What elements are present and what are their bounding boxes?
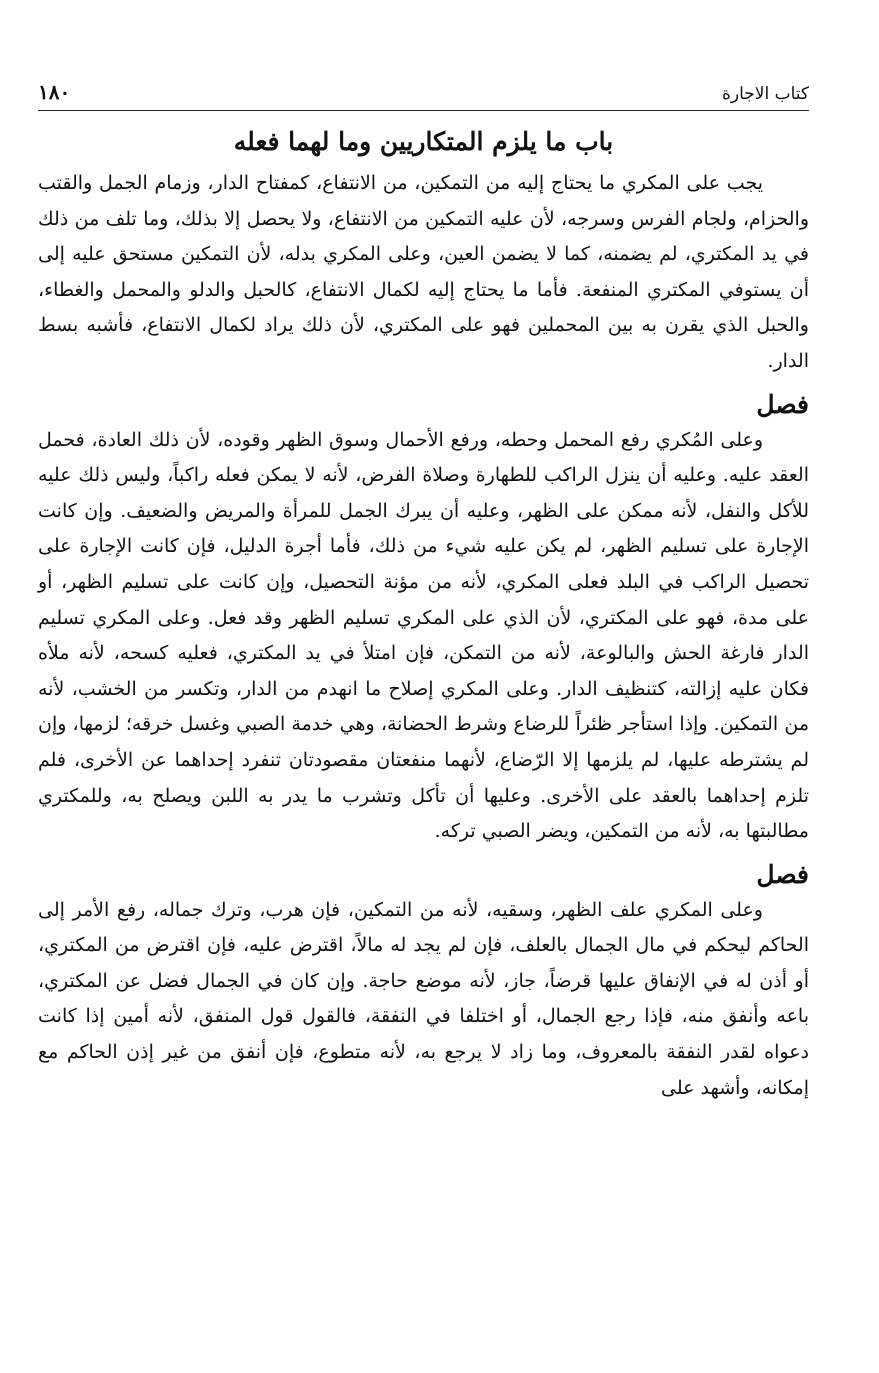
page-header xyxy=(38,72,809,104)
section-title: فصل xyxy=(756,859,809,889)
header-rule xyxy=(38,110,809,111)
running-book-title: كتاب الاجارة xyxy=(721,84,809,104)
chapter-title: باب ما يلزم المتكاريين وما لهما فعله xyxy=(233,127,614,156)
chapter-paragraph: يجب على المكري ما يحتاج إليه من التمكين، من الانتفاع، كمفتاح الدار، وزمام الجمل والقتب والحزام، ولجام الفرس وسرجه، لأن عليه التمكين من الانتفاع، ولا يحصل إلا بذلك، وما تلف من ذلك في يد المكتري، لم يضمنه، كما لا يضمن العين، وعلى المكري بدله، لأن التمكين مستحق عليه إلى أن يستوفي المكتري المنفعة. فأما ما يحتاج إليه لكمال الانتفاع، كالحبل والدلو والمحمل والغطاء، والحبل الذي يقرن به بين المحملين فهو على المكتري، لأن ذلك يراد لكمال الانتفاع، فأشبه بسط الدار. xyxy=(38,172,809,372)
section-paragraph: وعلى المكري علف الظهر، وسقيه، لأنه من التمكين، فإن هرب، وترك جماله، رفع الأمر إلى الحاكم ليحكم في مال الجمال بالعلف، فإن لم يجد له مالاً، اقترض عليه، فإن اقترض من المكتري، أو أذن له في الإنفاق عليها قرضاً، جاز، لأنه موضع حاجة. وإن كان في الجمال فضل عن المكتري، باعه وأنفق منه، فإذا رجع الجمال، أو اختلفا في النفقة، فالقول قول المنفق، لأنه أمين إذا كانت دعواه لقدر النفقة بالمعروف، وما زاد لا يرجع به، لأنه متطوع، فإن أنفق من غير إذن الحاكم مع إمكانه، وأشهد على xyxy=(38,898,809,1099)
section-title: فصل xyxy=(756,389,809,419)
page-number: ١٨٠ xyxy=(38,80,71,104)
section-paragraph: وعلى المُكري رفع المحمل وحطه، ورفع الأحمال وسوق الظهر وقوده، لأن ذلك العادة، فحمل العقد عليه. وعليه أن ينزل الراكب للطهارة وصلاة الفرض، لأنه لا يمكن فعله راكباً، وليس ذلك عليه للأكل والنفل، لأنه ممكن على الظهر، وعليه أن يبرك الجمل للمرأة والمريض والضعيف. وإن كانت الإجارة على تسليم الظهر، لم يكن عليه شيء من ذلك، فأما أجرة الدليل، فإن كانت الإجارة على تحصيل الراكب في البلد فعلى المكري، لأنه من مؤنة التحصيل، وإن كانت على تسليم الظهر، أو على مدة، فهو على المكتري، لأن الذي على المكري تسليم الظهر وقد فعل. وعلى المكري تسليم الدار فارغة الحش والبالوعة، لأنه من التمكن، فإن امتلأ في يد المكتري، فعليه كسحه، لأنه ملأه فكان عليه إزالته، كتنظيف الدار. وعلى المكري إصلاح ما انهدم من الدار، وتكسر من الخشب، لأنه من التمكين. وإذا استأجر ظئراً للرضاع وشرط الحضانة، وهي خدمة الصبي وغسل خرقه؛ لزمها، وإن لم يشترطه عليها، لم يلزمها إلا الرّضاع، لأنهما منفعتان مقصودتان تنفرد إحداهما عن الأخرى، فلم تلزم إحداهما بالعقد على الأخرى. وعليها أن تأكل وتشرب ما يدر به اللبن ويصلح به، وللمكتري مطالبتها به، لأنه من التمكين، ويضر الصبي تركه. xyxy=(38,428,809,843)
